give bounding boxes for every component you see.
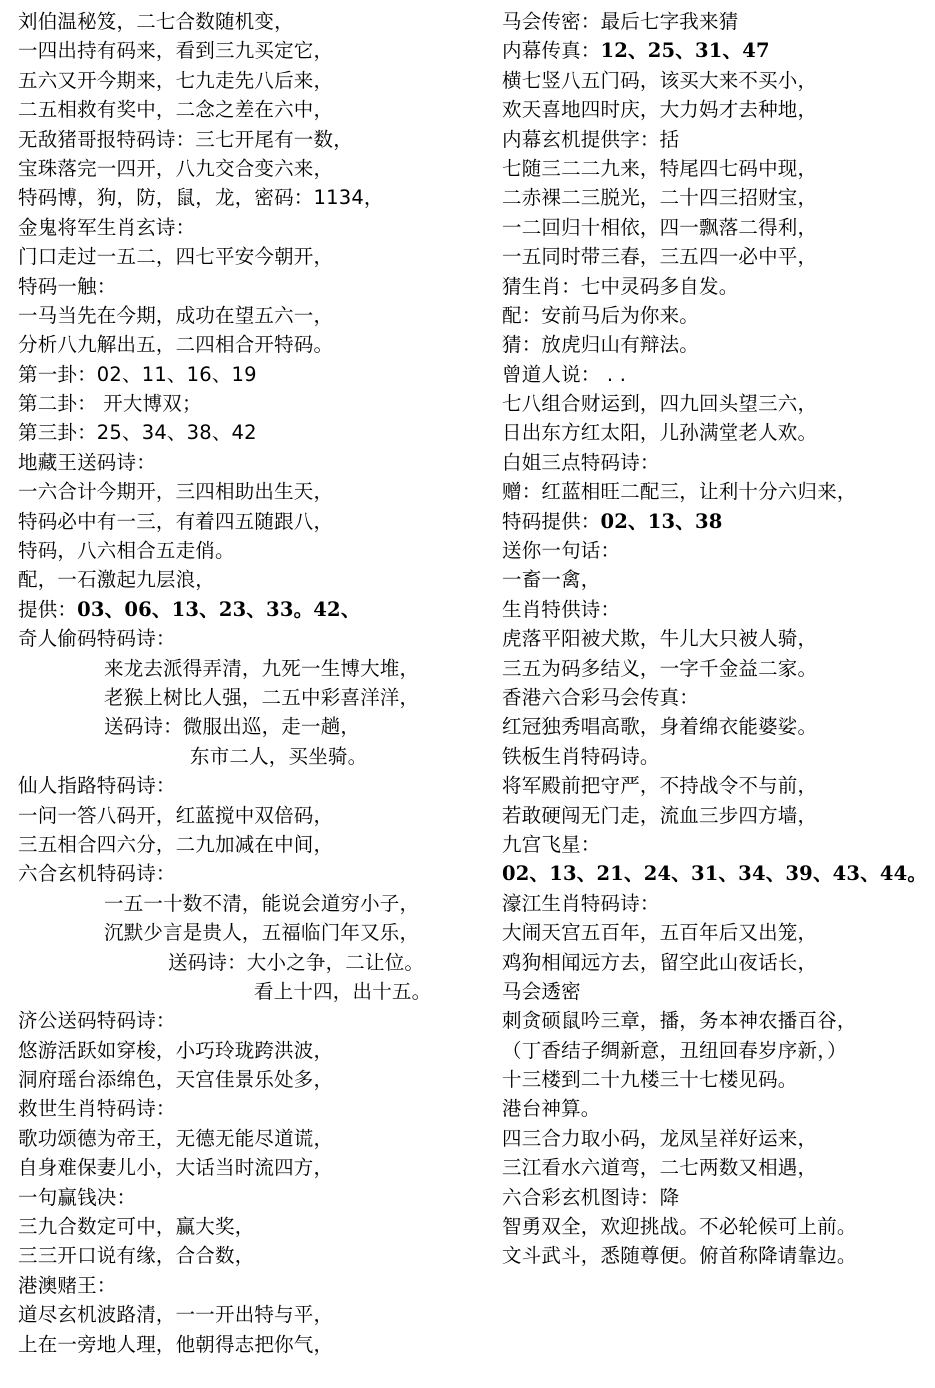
text-line — [18, 360, 488, 389]
line-text: 若敢硬闯无门走，流血三步四方墙， — [502, 803, 818, 827]
text-line — [18, 477, 488, 506]
text-line — [502, 742, 930, 771]
text-line — [18, 1036, 488, 1065]
line-text: 仙人指路特码诗： — [18, 774, 176, 798]
line-text: 特码一触： — [18, 274, 117, 298]
text-line — [18, 1300, 488, 1329]
text-line — [502, 595, 930, 624]
line-text: 奇人偷码特码诗： — [18, 627, 176, 651]
text-line — [502, 683, 930, 712]
text-line — [18, 1330, 488, 1359]
line-text: 歌功颂德为帝王，无德无能尽道谎， — [18, 1126, 334, 1150]
text-line — [502, 7, 930, 36]
text-line — [502, 448, 930, 477]
line-text: 猜生肖：七中灵码多自发。 — [502, 274, 739, 298]
line-text: 提供： — [18, 597, 78, 621]
text-line — [502, 183, 930, 212]
text-line — [502, 565, 930, 594]
line-text: 文斗武斗，悉随尊便。俯首称降请靠边。 — [502, 1244, 857, 1268]
text-line — [502, 242, 930, 271]
text-line — [502, 418, 930, 447]
line-text: 第二卦： 开大博双； — [18, 392, 202, 416]
line-text: 送码诗：微服出巡，走一趟， — [104, 715, 361, 739]
text-line — [502, 507, 930, 536]
text-line — [18, 301, 488, 330]
line-text: 港澳赌王： — [18, 1273, 117, 1297]
bold-numbers: 03、06、13、23、33。42、 — [77, 597, 361, 621]
line-text: 欢天喜地四时庆，大力妈才去种地， — [502, 98, 818, 122]
text-line — [18, 125, 488, 154]
text-line — [502, 66, 930, 95]
left-column — [18, 7, 488, 1359]
line-text: 沉默少言是贵人，五福临门年又乐， — [104, 921, 420, 945]
text-line — [18, 418, 488, 447]
text-line — [18, 1271, 488, 1300]
line-text: 一六合计今期开，三四相助出生天， — [18, 480, 334, 504]
line-text: 一五同时带三春，三五四一必中平， — [502, 245, 818, 269]
line-text: 六合玄机特码诗： — [18, 862, 176, 886]
line-text: 二五相救有奖中，二念之差在六中， — [18, 98, 334, 122]
text-line — [18, 154, 488, 183]
line-text: 无敌猪哥报特码诗：三七开尾有一数， — [18, 127, 353, 151]
line-text: 洞府瑶台添绵色，天宫佳景乐处多， — [18, 1068, 334, 1092]
text-line — [18, 389, 488, 418]
text-line — [18, 654, 488, 683]
text-line — [502, 889, 930, 918]
text-line — [18, 771, 488, 800]
text-line — [502, 977, 930, 1006]
line-text: 白姐三点特码诗： — [502, 450, 660, 474]
line-text: 来龙去派得弄清，九死一生博大堆， — [104, 656, 420, 680]
text-line — [502, 36, 930, 65]
line-text: 一二回归十相依，四一飘落二得利， — [502, 215, 818, 239]
text-line — [18, 595, 488, 624]
line-text: 看上十四，出十五。 — [254, 979, 432, 1003]
line-text: 横七竖八五门码，该买大来不买小， — [502, 68, 818, 92]
line-text: 门口走过一五二，四七平安今朝开， — [18, 245, 334, 269]
text-line — [18, 918, 488, 947]
line-text: 救世生肖特码诗： — [18, 1097, 176, 1121]
text-line — [18, 1153, 488, 1182]
text-line — [502, 1065, 930, 1094]
text-line — [502, 771, 930, 800]
line-text: 一畜一禽， — [502, 568, 601, 592]
line-text: （丁香结子绸新意，丑纽回春岁序新，） — [502, 1038, 847, 1062]
line-text: 猜：放虎归山有辩法。 — [502, 333, 700, 357]
text-line — [502, 330, 930, 359]
line-text: 日出东方红太阳，儿孙满堂老人欢。 — [502, 421, 818, 445]
line-text: 特码博，狗，防，鼠，龙，密码：1134， — [18, 186, 384, 210]
text-line — [502, 712, 930, 741]
text-line — [18, 859, 488, 888]
line-text: 铁板生肖特码诗。 — [502, 744, 660, 768]
line-text: 济公送码特码诗： — [18, 1009, 176, 1033]
text-line — [18, 1241, 488, 1270]
line-text: 送码诗：大小之争，二让位。 — [168, 950, 425, 974]
text-line — [18, 830, 488, 859]
text-line — [502, 213, 930, 242]
text-line — [502, 1241, 930, 1270]
text-line — [502, 918, 930, 947]
line-text: 一问一答八码开，红蓝搅中双倍码， — [18, 803, 334, 827]
text-line — [18, 272, 488, 301]
text-line — [502, 1183, 930, 1212]
line-text: 五六又开今期来，七九走先八后来， — [18, 68, 334, 92]
text-line — [18, 1094, 488, 1123]
line-text: 智勇双全，欢迎挑战。不必轮候可上前。 — [502, 1215, 857, 1239]
line-text: 配：安前马后为你来。 — [502, 303, 700, 327]
line-text: 悠游活跃如穿梭，小巧玲珑跨洪波， — [18, 1038, 334, 1062]
text-line — [502, 125, 930, 154]
text-line — [18, 565, 488, 594]
line-text: 特码，八六相合五走俏。 — [18, 539, 235, 563]
line-text: 上在一旁地人理，他朝得志把你气， — [18, 1332, 334, 1356]
text-line — [18, 330, 488, 359]
text-line — [18, 1212, 488, 1241]
line-text: 东市二人，买坐骑。 — [190, 744, 368, 768]
text-line — [502, 859, 930, 888]
line-text: 马会传密：最后七字我来猜 — [502, 10, 739, 33]
line-text: 特码提供： — [502, 509, 601, 533]
text-line — [502, 1153, 930, 1182]
text-line — [18, 448, 488, 477]
line-text: 配，一石激起九层浪， — [18, 568, 216, 592]
bold-numbers: 02、13、21、24、31、34、39、43、44。 — [502, 862, 928, 886]
line-text: 内幕玄机提供字：括 — [502, 127, 680, 151]
text-line — [502, 654, 930, 683]
line-text: 濠江生肖特码诗： — [502, 891, 660, 915]
text-line — [502, 948, 930, 977]
text-line — [18, 536, 488, 565]
text-line — [502, 301, 930, 330]
bold-numbers: 02、13、38 — [600, 509, 723, 533]
line-text: 刺贪硕鼠吟三章，播，务本神农播百谷， — [502, 1009, 857, 1033]
bold-numbers: 12、25、31、47 — [600, 39, 770, 63]
line-text: 鸡狗相闻远方去，留空此山夜话长， — [502, 950, 818, 974]
line-text: 道尽玄机波路清，一一开出特与平， — [18, 1303, 334, 1327]
line-text: 一马当先在今期，成功在望五六一， — [18, 303, 334, 327]
text-line — [18, 66, 488, 95]
text-line — [18, 742, 488, 771]
text-line — [18, 977, 488, 1006]
line-text: 刘伯温秘笈，二七合数随机变， — [18, 10, 294, 33]
line-text: 送你一句话： — [502, 539, 621, 563]
text-line — [502, 1006, 930, 1035]
text-line — [502, 360, 930, 389]
line-text: 生肖特供诗： — [502, 597, 621, 621]
line-text: 三五相合四六分，二九加减在中间， — [18, 832, 334, 856]
line-text: 港台神算。 — [502, 1097, 601, 1121]
line-text: 宝珠落完一四开，八九交合变六来， — [18, 156, 334, 180]
text-line — [18, 1124, 488, 1153]
line-text: 九宫飞星： — [502, 832, 601, 856]
line-text: 第一卦：02、11、16、19 — [18, 362, 257, 386]
right-column — [502, 7, 930, 1271]
text-line — [18, 801, 488, 830]
text-line — [18, 507, 488, 536]
line-text: 地藏王送码诗： — [18, 450, 156, 474]
text-line — [18, 36, 488, 65]
text-line — [502, 95, 930, 124]
text-line — [18, 624, 488, 653]
line-text: 特码必中有一三，有着四五随跟八， — [18, 509, 334, 533]
line-text: 老猴上树比人强，二五中彩喜洋洋， — [104, 685, 420, 709]
text-line — [502, 624, 930, 653]
line-text: 赠：红蓝相旺二配三，让利十分六归来， — [502, 480, 857, 504]
line-text: 一句赢钱决： — [18, 1185, 137, 1209]
text-line — [18, 712, 488, 741]
line-text: 内幕传真： — [502, 39, 601, 63]
line-text: 一四出持有码来，看到三九买定它， — [18, 39, 334, 63]
text-line — [502, 1212, 930, 1241]
line-text: 三三开口说有缘，合合数， — [18, 1244, 255, 1268]
text-line — [18, 683, 488, 712]
text-line — [502, 389, 930, 418]
line-text: 曾道人说： . . — [502, 362, 627, 386]
line-text: 十三楼到二十九楼三十七楼见码。 — [502, 1068, 798, 1092]
line-text: 虎落平阳被犬欺，牛儿大只被人骑， — [502, 627, 818, 651]
line-text: 六合彩玄机图诗：降 — [502, 1185, 680, 1209]
line-text: 分析八九解出五，二四相合开特码。 — [18, 333, 334, 357]
line-text: 红冠独秀唱高歌，身着绵衣能婆娑。 — [502, 715, 818, 739]
line-text: 二赤裸二三脱光，二十四三招财宝， — [502, 186, 818, 210]
line-text: 大闹天宫五百年，五百年后又出笼， — [502, 921, 818, 945]
text-line — [18, 948, 488, 977]
text-line — [18, 7, 488, 36]
text-line — [18, 1006, 488, 1035]
text-line — [502, 1094, 930, 1123]
text-line — [502, 801, 930, 830]
text-line — [18, 1065, 488, 1094]
line-text: 四三合力取小码，龙凤呈祥好运来， — [502, 1126, 818, 1150]
text-line — [18, 889, 488, 918]
text-line — [18, 1183, 488, 1212]
text-line — [502, 1124, 930, 1153]
line-text: 一五一十数不清，能说会道穷小子， — [104, 891, 420, 915]
text-line — [502, 536, 930, 565]
line-text: 三九合数定可中，赢大奖， — [18, 1215, 255, 1239]
line-text: 将军殿前把守严，不持战令不与前， — [502, 774, 818, 798]
line-text: 七随三二二九来，特尾四七码中现， — [502, 156, 818, 180]
text-line — [502, 830, 930, 859]
text-line — [502, 477, 930, 506]
line-text: 七八组合财运到，四九回头望三六， — [502, 392, 818, 416]
line-text: 香港六合彩马会传真： — [502, 685, 700, 709]
text-line — [502, 272, 930, 301]
text-line — [502, 154, 930, 183]
line-text: 三五为码多结义，一字千金益二家。 — [502, 656, 818, 680]
text-line — [18, 242, 488, 271]
text-line — [18, 183, 488, 212]
line-text: 三江看水六道弯，二七两数又相遇， — [502, 1156, 818, 1180]
line-text: 第三卦：25、34、38、42 — [18, 421, 257, 445]
line-text: 自身难保妻儿小，大话当时流四方， — [18, 1156, 334, 1180]
text-line — [18, 213, 488, 242]
line-text: 马会透密 — [502, 979, 581, 1003]
text-line — [18, 95, 488, 124]
line-text: 金鬼将军生肖玄诗： — [18, 215, 196, 239]
text-line — [502, 1036, 930, 1065]
